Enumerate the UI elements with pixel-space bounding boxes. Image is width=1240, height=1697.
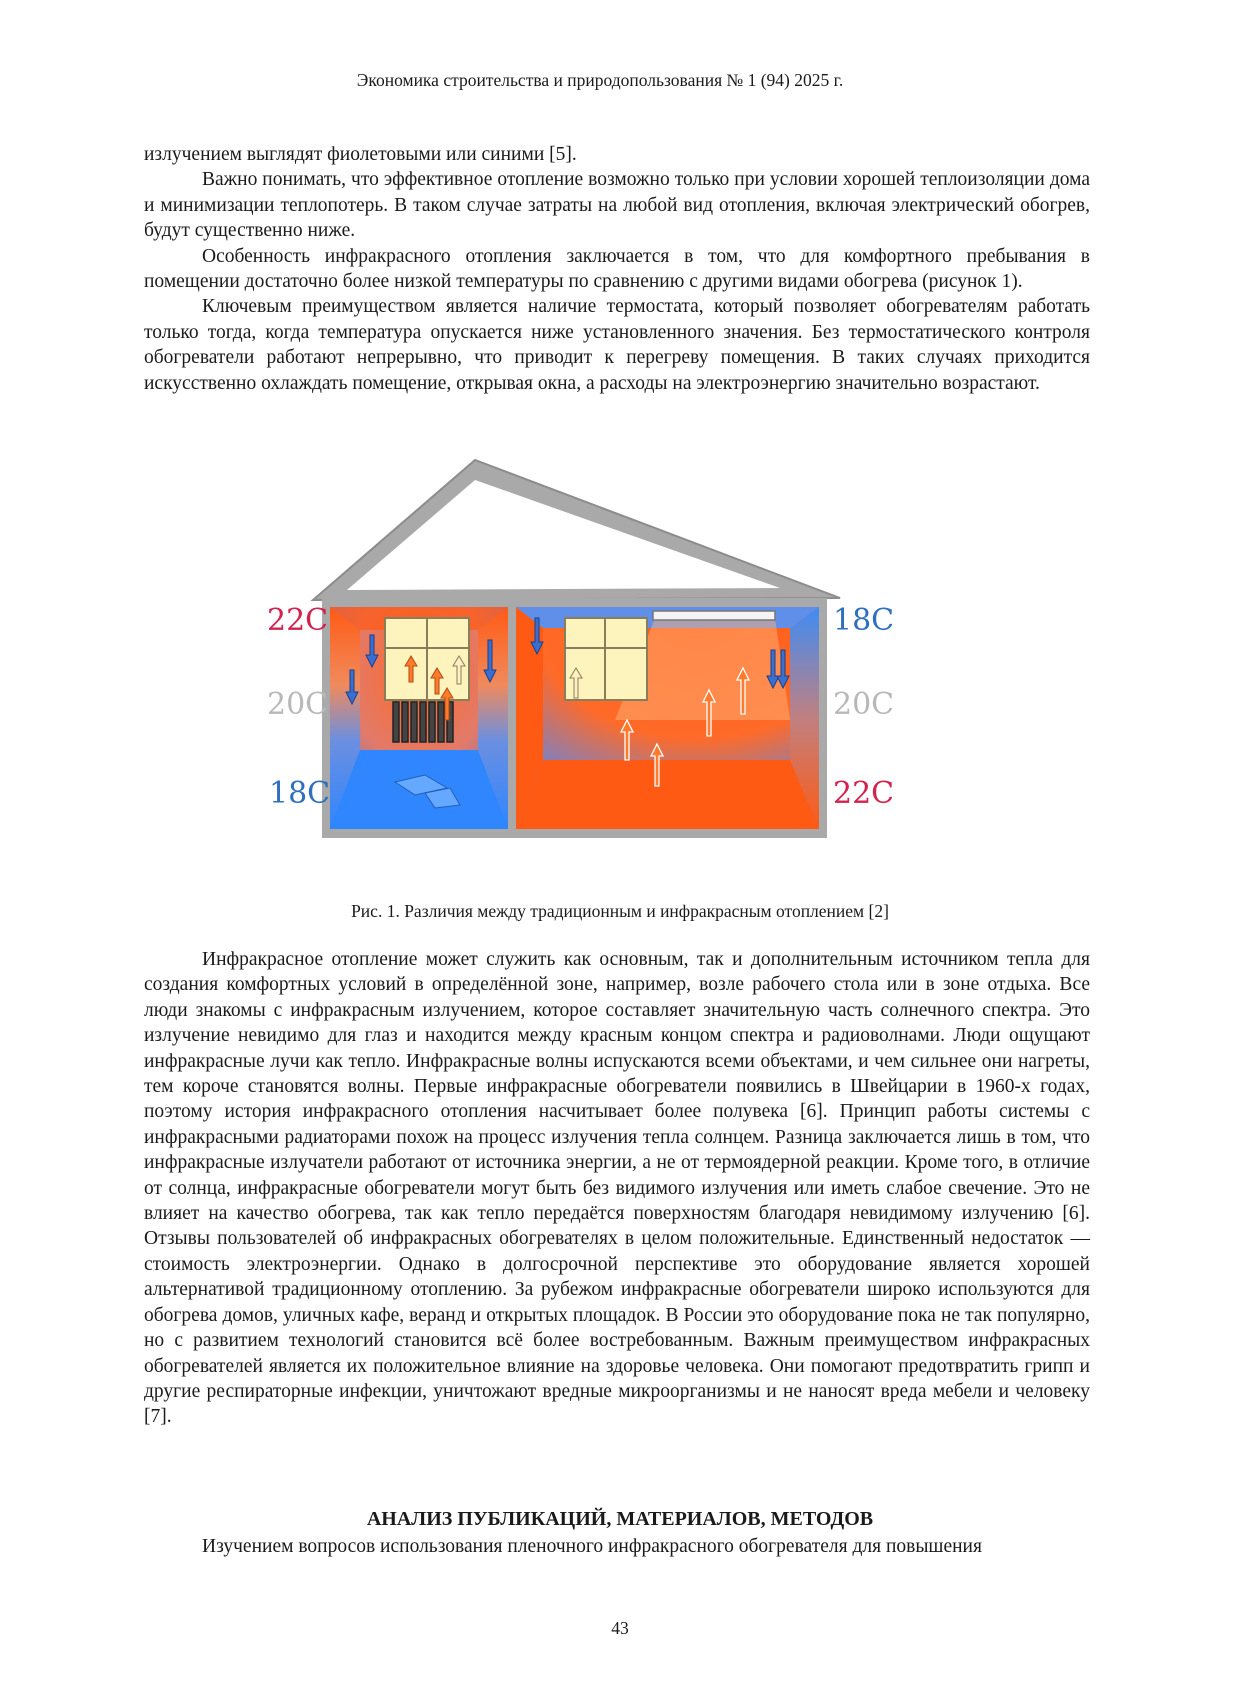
paragraph: Изучением вопросов использования пленочного инфракрасного обогревателя для повышения xyxy=(202,1536,982,1557)
figure-caption: Рис. 1. Различия между традиционным и инфракрасным отоплением [2] xyxy=(351,901,889,921)
temp-label-right-middle: 20C xyxy=(833,687,895,722)
section-heading: АНАЛИЗ ПУБЛИКАЦИЙ, МАТЕРИАЛОВ, МЕТОДОВ xyxy=(366,1508,874,1530)
temp-label-left-bottom: 18C xyxy=(269,776,331,811)
page-number: 43 xyxy=(611,1618,629,1638)
room-infrared xyxy=(516,607,819,829)
body-text-last xyxy=(144,1534,1090,1559)
figure-heating-comparison xyxy=(267,470,945,900)
infrared-heater xyxy=(653,611,775,620)
temp-label-right-bottom: 22C xyxy=(833,776,895,811)
temp-label-right-top: 18C xyxy=(833,603,895,638)
paragraph: Важно понимать, что эффективное отопление возможно только при условии хорошей теплоизоляции дома и минимизации теплопотерь. В таком случае затраты на любой вид отопления, включая электрический обогрев, будут существенно ниже. xyxy=(144,169,1090,242)
paragraph: излучением выглядят фиолетовыми или синими [5]. xyxy=(144,144,577,165)
body-text-bottom xyxy=(144,947,1090,1430)
temp-label-left-middle: 20C xyxy=(267,687,329,722)
running-header: Экономика строительства и природопользования № 1 (94) 2025 г. xyxy=(356,70,844,90)
temp-label-left-top: 22C xyxy=(267,603,329,638)
paragraph: Инфракрасное отопление может служить как основным, так и дополнительным источником тепла для создания комфортных условий в определённой зоне, например, возле рабочего стола или в зоне отдыха. Все люди знакомы с инфракрасным излучением, которое составляет значительную часть солнечного спектра. Это излучение невидимо для глаз и находится между красным концом спектра и радиоволнами. Люди ощущают инфракрасные лучи как тепло. Инфракрасные волны испускаются всеми объектами, и чем сильнее они нагреты, тем короче становятся волны. Первые инфракрасные обогреватели появились в Швейцарии в 1960-х годах, поэтому история инфракрасного отопления насчитывает более полувека [6]. Принцип работы системы с инфракрасными радиаторами похож на процесс излучения тепла солнцем. Разница заключается лишь в том, что инфракрасные излучатели работают от источника энергии, а не от термоядерной реакции. Кроме того, в отличие от солнца, инфракрасные обогреватели могут быть без видимого излучения или иметь слабое свечение. Это не влияет на качество обогрева, так как тепло передаётся поверхностям благодаря невидимому излучению [6]. Отзывы пользователей об инфракрасных обогревателях в целом положительные. Единственный недостаток — стоимость электроэнергии. Однако в долгосрочной перспективе это оборудование является хорошей альтернативой традиционному отоплению. За рубежом инфракрасные обогреватели широко используются для обогрева домов, уличных кафе, веранд и открытых площадок. В России это оборудование пока не так популярно, но с развитием технологий становится всё более востребованным. Важным преимуществом инфракрасных обогревателей является их положительное влияние на здоровье человека. Они помогают предотвратить грипп и другие респираторные инфекции, уничтожают вредные микроорганизмы и не наносят вреда мебели и человеку [7]. xyxy=(144,949,1090,1428)
room-traditional xyxy=(330,607,508,829)
radiator xyxy=(393,702,453,742)
body-text-top xyxy=(144,142,1090,396)
paragraph: Особенность инфракрасного отопления заключается в том, что для комфортного пребывания в помещении достаточно более низкой температуры по сравнению с другими видами обогрева (рисунок 1). xyxy=(144,245,1090,293)
paragraph: Ключевым преимуществом является наличие термостата, который позволяет обогревателям работать только тогда, когда температура опускается ниже установленного значения. Без термостатического контроля обогреватели работают непрерывно, что приводит к перегреву помещения. В таких случаях приходится искусственно охлаждать помещение, открывая окна, а расходы на электроэнергию значительно возрастают. xyxy=(144,296,1090,394)
house-diagram xyxy=(267,470,945,900)
